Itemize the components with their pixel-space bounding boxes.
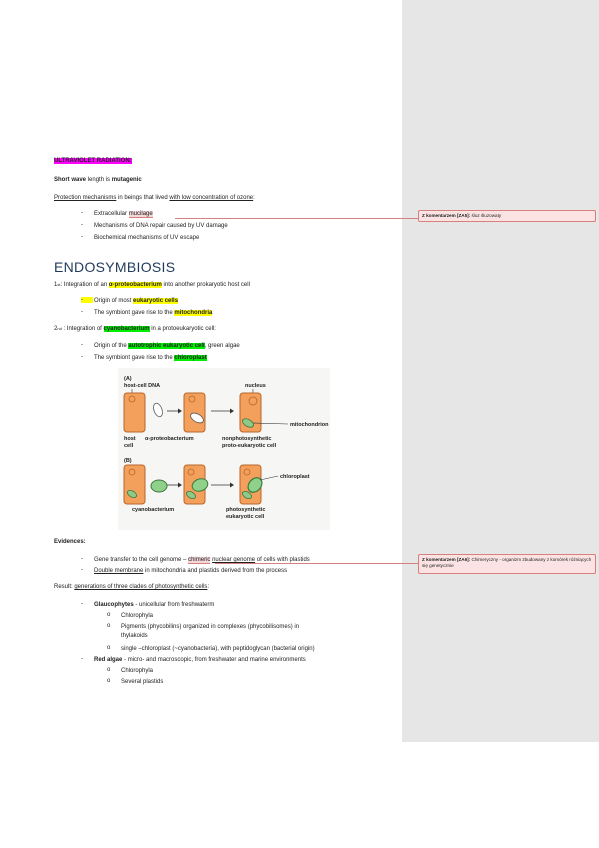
list-dash: - xyxy=(81,222,83,228)
list-dash: - xyxy=(81,297,93,303)
list-dash: - xyxy=(81,309,83,315)
label-photo-2: eukaryotic cell xyxy=(226,514,265,520)
label-nucleus: nucleus xyxy=(245,383,266,389)
list-item: The symbiont gave rise to the mitochondria xyxy=(94,310,213,316)
list-item: Double membrane in mitochondria and plastids derived from the process xyxy=(94,568,288,574)
list-item-red-algae: Red algae - micro- and macroscopic, from freshwater and marine environments xyxy=(94,657,306,663)
uv-heading: ULTRAVIOLET RADIATION: xyxy=(54,158,132,164)
evidences-heading: Evidences: xyxy=(54,539,86,545)
sublist-item: Several plastids xyxy=(121,679,164,685)
list-dash: - xyxy=(81,210,83,216)
list-item: Mechanisms of DNA repair caused by UV damage xyxy=(94,223,228,229)
second-integration-line: 2nd : Integration of cyanobacterium in a protoeukaryotic cell: xyxy=(54,326,216,332)
label-nonphoto-1: nonphotosynthetic xyxy=(222,436,272,442)
result-line: Result: generations of three clades of photosynthetic cells: xyxy=(54,584,210,590)
sublist-item: Chlorophyla xyxy=(121,613,154,619)
sublist-item-cont: thylakoids xyxy=(121,633,148,639)
short-wave-line: Short wave length is mutagenic xyxy=(54,177,142,183)
sublist-bullet: o xyxy=(107,678,111,684)
list-dash: - xyxy=(81,234,83,240)
sublist-bullet: o xyxy=(107,623,111,629)
list-dash: - xyxy=(81,601,83,607)
sublist-bullet: o xyxy=(107,612,111,618)
comment-margin-pane xyxy=(402,0,599,742)
sublist-bullet: o xyxy=(107,667,111,673)
label-b: (B) xyxy=(124,458,132,464)
list-item: Origin of the autotrophic eukaryotic cell, green algae xyxy=(94,343,240,349)
comment-anchor-chimeric[interactable]: chimeric xyxy=(188,557,211,563)
label-photo-1: photosynthetic xyxy=(226,507,266,513)
list-item: Extracellular mucilage xyxy=(94,211,153,217)
label-alpha: α-proteobacterium xyxy=(145,436,194,442)
label-chloroplast: chloroplast xyxy=(280,474,310,480)
list-item: Biochemical mechanisms of UV escape xyxy=(94,235,200,241)
list-item: Origin of most eukaryotic cells xyxy=(94,298,179,304)
list-dash: - xyxy=(81,556,83,562)
list-item: Gene transfer to the cell genome – chimeric nuclear genome of cells with plastids xyxy=(94,557,310,563)
section-title: ENDOSYMBIOSIS xyxy=(54,259,176,275)
label-nonphoto-2: proto-eukaryotic cell xyxy=(222,443,277,449)
label-host-dna: host-cell DNA xyxy=(124,383,161,389)
list-dash: - xyxy=(81,342,83,348)
label-a: (A) xyxy=(124,376,132,382)
list-item-glaucophytes: Glaucophytes - unicellular from freshwaterm xyxy=(94,602,215,608)
nucleus-a xyxy=(249,397,257,405)
label-mitochondrion: mitochondrion xyxy=(290,422,329,428)
endosymbiosis-figure xyxy=(118,368,330,530)
comment-anchor-mucilage[interactable]: mucilage xyxy=(128,211,153,217)
list-dash: - xyxy=(81,656,83,662)
comment-za6[interactable]: Z komentarzem [ZA6]: Chimeryczny - organizm zbudowany z komórek różniących się genetycznie xyxy=(418,554,596,574)
comment-za5[interactable]: Z komentarzem [ZA5]: śluz śluzowaty xyxy=(418,210,596,222)
list-dash: - xyxy=(81,354,83,360)
host-dna-a1 xyxy=(129,396,135,402)
figure-background xyxy=(118,368,330,530)
sublist-item: Pigments (phycobilins) organized in complexes (phycobilisomes) in xyxy=(121,624,300,630)
label-cyano: cyanobacterium xyxy=(132,507,175,513)
sublist-item: Chlorophyla xyxy=(121,668,154,674)
comment-connector xyxy=(215,563,418,564)
first-integration-line: 1st: Integration of an α-proteobacterium into another prokaryotic host cell xyxy=(54,282,250,288)
label-cell: cell xyxy=(124,443,134,449)
protection-line: Protection mechanisms in beings that lived with low concentration of ozone: xyxy=(54,195,255,201)
sublist-item: single –chloroplast (~cyanobacteria), with peptidoglycan (bacterial origin) xyxy=(121,646,315,652)
comment-connector xyxy=(175,218,418,219)
list-dash: - xyxy=(81,567,83,573)
cyanobacterium xyxy=(151,480,167,492)
label-host: host xyxy=(124,436,136,442)
list-item: The symbiont gave rise to the chloroplast xyxy=(94,355,207,361)
sublist-bullet: o xyxy=(107,645,111,651)
